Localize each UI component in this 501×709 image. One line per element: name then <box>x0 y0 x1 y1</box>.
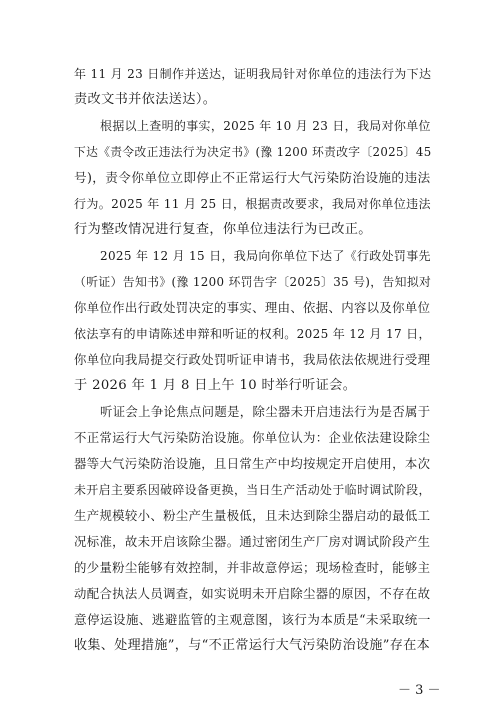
text-line: 你单位向我局提交行政处罚听证申请书，我局依法依规进行受理 <box>74 352 431 367</box>
page-number: － 3 － <box>398 683 441 698</box>
text-line: 器等大气污染防治设施，且日常生产中均按规定开启使用，本次 <box>74 456 431 471</box>
text-line: 收集、处理措施”，与“不正常运行大气污染防治设施”存在本 <box>74 638 430 653</box>
text-line: 年 11 月 23 日制作并送达，证明我局针对你单位的违法行为下达 <box>74 67 432 81</box>
text-line: 未开启主要系因破碎设备更换，当日生产活动处于临时调试阶段， <box>74 483 431 497</box>
text-line: 于 2026 年 1 月 8 日上午 10 时举行听证会。 <box>74 378 357 393</box>
paragraph-first-line: 听证会上争论焦点问题是，除尘器未开启违法行为是否属于 <box>100 405 431 419</box>
paragraph-first-line: 2025 年 12 月 15 日，我局向你单位下达了《行政处罚事先 <box>100 249 431 263</box>
text-line: 意停运设施、逃避监管的主观意图，该行为本质是“未采取统一 <box>74 612 431 627</box>
text-line: 依法享有的申请陈述申辩和听证的权利。2025 年 12 月 17 日， <box>74 327 431 341</box>
text-line: 行为。2025 年 11 月 25 日，根据责改要求，我局对你单位违法 <box>74 197 431 211</box>
paragraph-first-line: 根据以上查明的事实，2025 年 10 月 23 日，我局对你单位 <box>100 119 431 133</box>
text-line: 责改文书并依法送达）。 <box>74 92 217 107</box>
text-line: 你单位作出行政处罚决定的事实、理由、依据、内容以及你单位 <box>74 300 431 315</box>
text-line: 生产规模较小、粉尘产生量极低，且未达到除尘器启动的最低工 <box>74 508 431 523</box>
text-line: 况标准，故未开启该除尘器。通过密闭生产厂房对调试阶段产生 <box>74 534 431 549</box>
text-line: （听证）告知书》(豫 1200 环罚告字〔2025〕35 号)，告知拟对 <box>74 275 432 289</box>
text-line: 下达《责令改正违法行为决定书》(豫 1200 环责改字〔2025〕45 <box>74 145 432 159</box>
text-line: 号)，责令你单位立即停止不正常运行大气污染防治设施的违法 <box>74 170 431 185</box>
text-line: 不正常运行大气污染防治设施。你单位认为：企业依法建设除尘 <box>74 430 431 445</box>
text-line: 的少量粉尘能够有效控制，并非故意停运；现场检查时，能够主 <box>74 560 431 575</box>
text-line: 动配合执法人员调查，如实说明未开启除尘器的原因，不存在故 <box>74 586 431 601</box>
text-line: 行为整改情况进行复查，你单位违法行为已改正。 <box>74 222 372 237</box>
